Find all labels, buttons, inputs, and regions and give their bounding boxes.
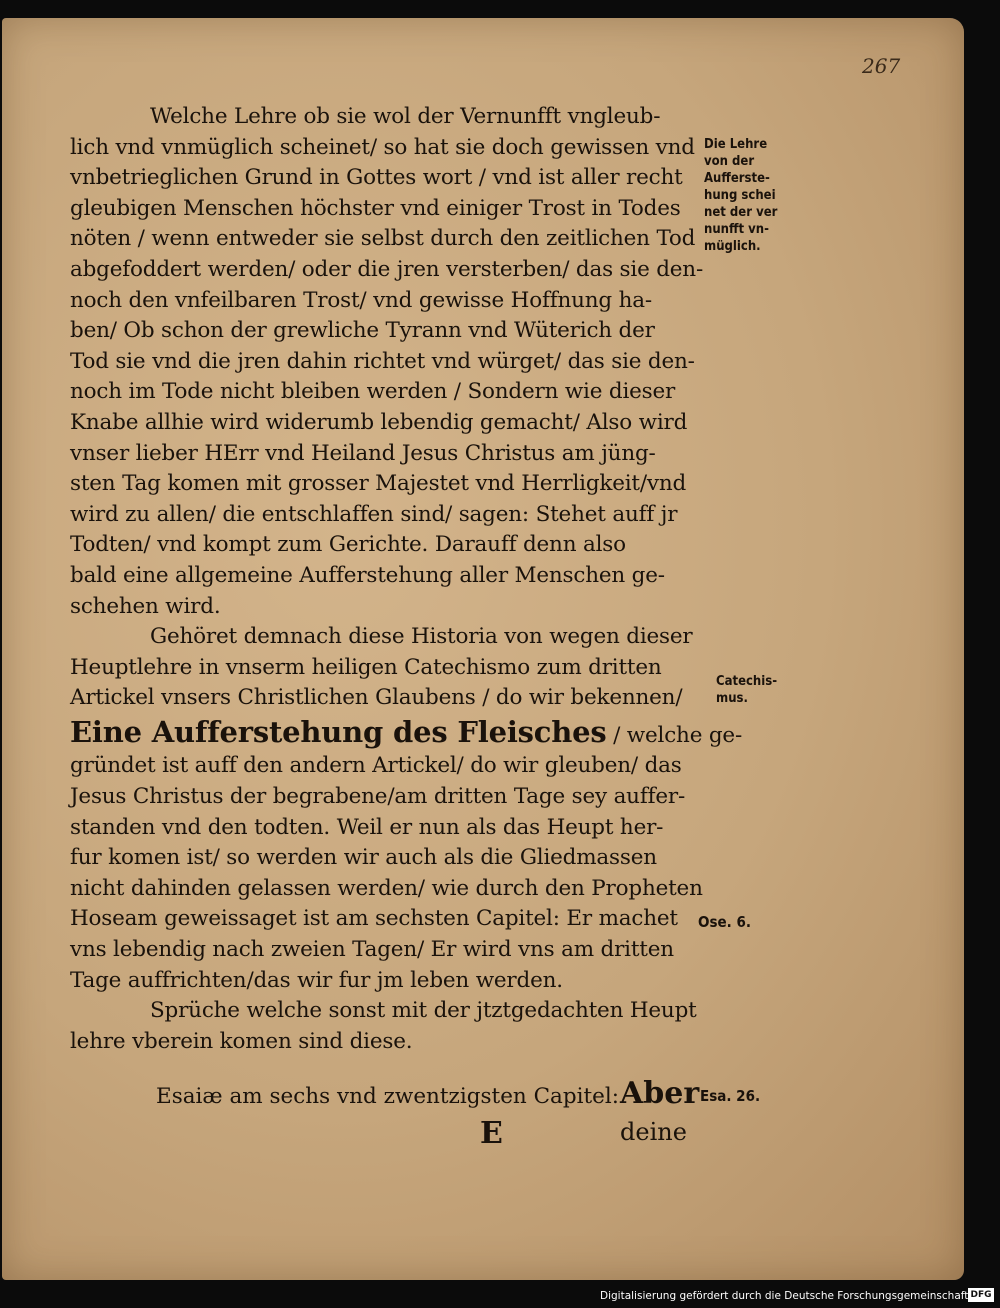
margin-note-esaia: Esa. 26. (700, 1087, 761, 1105)
emphasis-tail: / welche ge- (606, 722, 743, 748)
text-line: Todten/ vnd kompt zum Gerichte. Darauff denn also (70, 532, 626, 558)
text-line: ben/ Ob schon der grewliche Tyrann vnd Wüterich der (70, 318, 655, 344)
scanned-page (2, 18, 964, 1280)
text-line: bald eine allgemeine Aufferstehung aller Menschen ge- (70, 562, 665, 588)
emphasis-line (70, 714, 743, 752)
citation-word: Aber (620, 1076, 700, 1111)
text-line: gründet ist auff den andern Artickel/ do wir gleuben/ das (70, 753, 682, 779)
text-line: Artickel vnsers Christlichen Glaubens / do wir bekennen/ (70, 685, 683, 711)
margin-note-hosea: Ose. 6. (698, 913, 751, 931)
emphasis-text: Eine Aufferstehung des Fleisches (70, 714, 607, 749)
signature-mark: E (480, 1116, 503, 1151)
margin-note-catechismus (716, 673, 796, 707)
margin-note-line: mus. (716, 691, 748, 706)
margin-note-line: net der ver (704, 205, 778, 220)
margin-note-line: Aufferste- (704, 171, 770, 186)
text-line: wird zu allen/ die entschlaffen sind/ sagen: Stehet auff jr (70, 501, 678, 527)
text-line: Hoseam geweissaget ist am sechsten Capitel: Er machet (70, 906, 678, 932)
text-line: Heuptlehre in vnserm heiligen Catechismo zum dritten (70, 654, 662, 680)
text-line: nöten / wenn entweder sie selbst durch den zeitlichen Tod (70, 226, 696, 252)
dfg-logo-icon: DFG (968, 1288, 994, 1302)
text-line: Welche Lehre ob sie wol der Vernunfft vngleub- (150, 104, 661, 129)
text-line: abgefoddert werden/ oder die jren versterben/ das sie den- (70, 256, 704, 282)
text-line: nicht dahinden gelassen werden/ wie durch den Propheten (70, 875, 703, 901)
text-line: lehre vberein komen sind diese. (70, 1028, 413, 1054)
digitization-credit: Digitalisierung gefördert durch die Deutsche Forschungsgemeinschaft (600, 1290, 969, 1302)
margin-note-line: von der (704, 154, 755, 169)
text-line: Tage auffrichten/das wir fur jm leben werden. (70, 967, 563, 993)
margin-note-lehre (704, 136, 796, 255)
catchword: deine (620, 1118, 687, 1146)
text-line: Tod sie vnd die jren dahin richtet vnd würget/ das sie den- (70, 348, 695, 374)
text-line: vnbetrieglichen Grund in Gottes wort / vnd ist aller recht (70, 165, 683, 191)
text-line: vnser lieber HErr vnd Heiland Jesus Christus am jüng- (70, 440, 656, 466)
text-line: noch im Tode nicht bleiben werden / Sondern wie dieser (70, 379, 676, 405)
citation-line: Esaiæ am sechs vnd zwentzigsten Capitel: (156, 1084, 619, 1109)
margin-note-line: müglich. (704, 239, 761, 254)
margin-note-line: hung schei (704, 188, 776, 203)
text-line: schehen wird. (70, 593, 221, 619)
text-line: sten Tag komen mit grosser Majestet vnd Herrligkeit/vnd (70, 471, 687, 497)
text-line: standen vnd den todten. Weil er nun als das Heupt her- (70, 814, 664, 840)
text-line: Jesus Christus der begrabene/am dritten Tage sey auffer- (70, 784, 686, 810)
text-line: noch den vnfeilbaren Trost/ vnd gewisse Hoffnung ha- (70, 287, 652, 313)
text-line: Knabe allhie wird widerumb lebendig gemacht/ Also wird (70, 409, 688, 435)
text-line: gleubigen Menschen höchster vnd einiger Trost in Todes (70, 195, 681, 221)
text-line: Sprüche welche sonst mit der jtztgedachten Heupt (150, 998, 697, 1024)
margin-note-line: Die Lehre (704, 137, 768, 152)
text-line: vns lebendig nach zweien Tagen/ Er wird vns am dritten (70, 937, 674, 963)
text-line: Gehöret demnach diese Historia von wegen dieser (150, 624, 693, 650)
page-number: 267 (862, 54, 901, 78)
text-line: lich vnd vnmüglich scheinet/ so hat sie doch gewissen vnd (70, 134, 695, 160)
margin-note-line: Catechis- (716, 674, 778, 689)
margin-note-line: nunfft vn- (704, 222, 769, 237)
text-line: fur komen ist/ so werden wir auch als die Gliedmassen (70, 845, 657, 871)
